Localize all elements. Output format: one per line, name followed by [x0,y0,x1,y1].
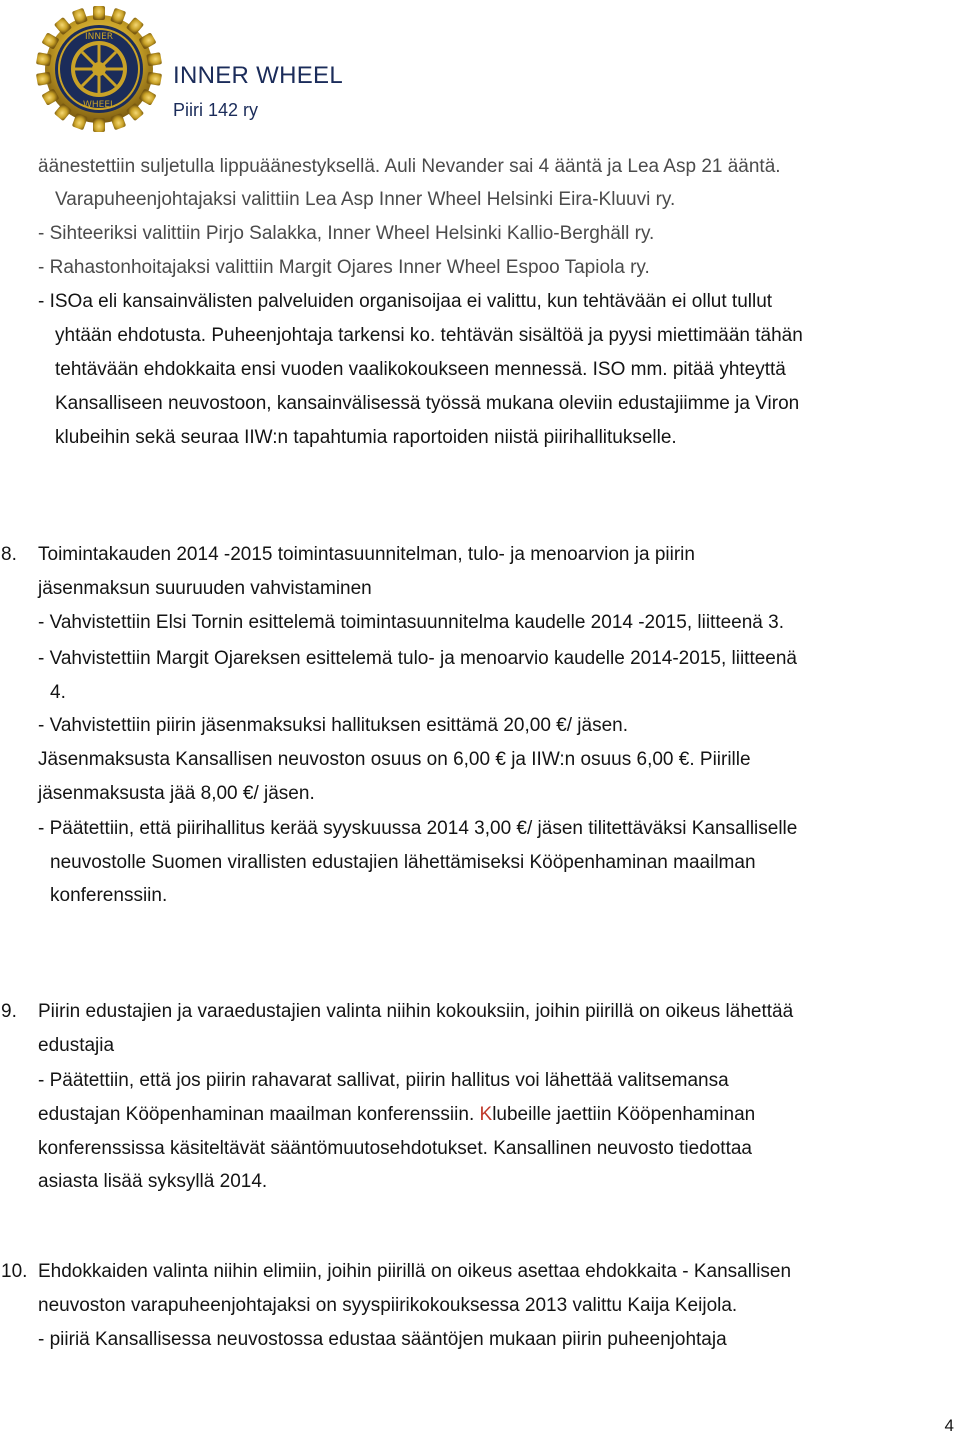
section-heading: Toimintakauden 2014 -2015 toimintasuunnitelman, tulo- ja menoarvion ja piirin [38,544,695,565]
text-line: jäsenmaksusta jää 8,00 €/ jäsen. [38,783,315,804]
text-line: - Päätettiin, että jos piirin rahavarat sallivat, piirin hallitus voi lähettää valitsemansa [38,1070,729,1091]
text-line: - piiriä Kansallisessa neuvostossa edustaa sääntöjen mukaan piirin puheenjohtaja [38,1329,727,1350]
section-heading: Piirin edustajien ja varaedustajien valinta niihin kokouksiin, joihin piirillä on oikeus lähettää [38,1001,794,1022]
gear-tooth [93,118,105,132]
text-line: - Sihteeriksi valittiin Pirjo Salakka, Inner Wheel Helsinki Kallio-Berghäll ry. [38,223,655,244]
text-line: äänestettiin suljetulla lippuäänestyksellä. Auli Nevander sai 4 ääntä ja Lea Asp 21 ääntä. [38,156,781,177]
text-line: neuvostolle Suomen virallisten edustajien lähettämiseksi Kööpenhaminan maailman [50,852,756,873]
section-heading: jäsenmaksun suuruuden vahvistaminen [38,578,372,599]
gear-tooth [93,6,105,20]
text-line: yhtään ehdotusta. Puheenjohtaja tarkensi ko. tehtävän sisältöä ja pyysi miettimään tähän [55,325,803,346]
section-number: 9. [1,1001,17,1022]
text-line: - Vahvistettiin piirin jäsenmaksuksi hallituksen esittämä 20,00 €/ jäsen. [38,715,628,736]
section-heading: Ehdokkaiden valinta niihin elimiin, joihin piirillä on oikeus asettaa ehdokkaita - Kansallisen [38,1261,792,1282]
gear-tooth [36,52,52,66]
logo-lettering: INNER [84,32,114,42]
text-segment: lubeille jaettiin Kööpenhaminan [492,1104,756,1125]
gear-tooth [36,72,52,86]
text-line: klubeihin sekä seuraa IIW:n tapahtumia raportoiden niistä piirihallitukselle. [55,427,677,448]
text-line: - Vahvistettiin Elsi Tornin esittelemä toimintasuunnitelma kaudelle 2014 -2015, liitteenä 3. [38,612,784,633]
text-line: - Vahvistettiin Margit Ojareksen esittelemä tulo- ja menoarvio kaudelle 2014-2015, liitteenä [38,648,797,669]
text-line: 4. [50,682,66,703]
text-line: - Rahastonhoitajaksi valittiin Margit Ojares Inner Wheel Espoo Tapiola ry. [38,257,650,278]
text-line: Varapuheenjohtajaksi valittiin Lea Asp Inner Wheel Helsinki Eira-Kluuvi ry. [55,189,676,210]
text-line: konferenssissa käsiteltävät sääntömuutosehdotukset. Kansallinen neuvosto tiedottaa [38,1138,753,1159]
text-segment: edustajan Kööpenhaminan maailman konferenssiin. [38,1104,480,1125]
text-line: Jäsenmaksusta Kansallisen neuvoston osuus on 6,00 € ja IIW:n osuus 6,00 €. Piirille [38,749,751,770]
section-number: 10. [1,1261,28,1282]
text-line: asiasta lisää syksyllä 2014. [38,1171,268,1192]
text-line: - ISOa eli kansainvälisten palveluiden organisoijaa ei valittu, kun tehtävään ei ollut tullut [38,291,773,312]
page-number: 4 [944,1416,954,1435]
section-heading: edustajia [38,1035,115,1056]
text-line: tehtävään ehdokkaita ensi vuoden vaalikokoukseen mennessä. ISO mm. pitää yhteyttä [55,359,786,380]
org-title: INNER WHEEL [173,62,343,89]
district-name: Piiri 142 ry [173,100,259,120]
gear-tooth [146,52,162,66]
text-line: Kansalliseen neuvostoon, kansainvälisessä työssä mukana oleviin edustajiimme ja Viron [55,393,800,414]
text-line: konferenssiin. [50,885,168,906]
text-line: neuvoston varapuheenjohtajaksi on syyspiirikokouksessa 2013 valittu Kaija Keijola. [38,1295,738,1316]
text-line: - Päätettiin, että piirihallitus kerää syyskuussa 2014 3,00 €/ jäsen tilitettäväksi Kansalliselle [38,818,798,839]
logo-lettering-bottom: WHEEL [82,100,116,110]
section-number: 8. [1,544,17,565]
gear-tooth [146,72,162,86]
inner-wheel-logo [34,4,164,134]
red-letter: K [479,1104,493,1125]
text-line [38,1103,755,1127]
